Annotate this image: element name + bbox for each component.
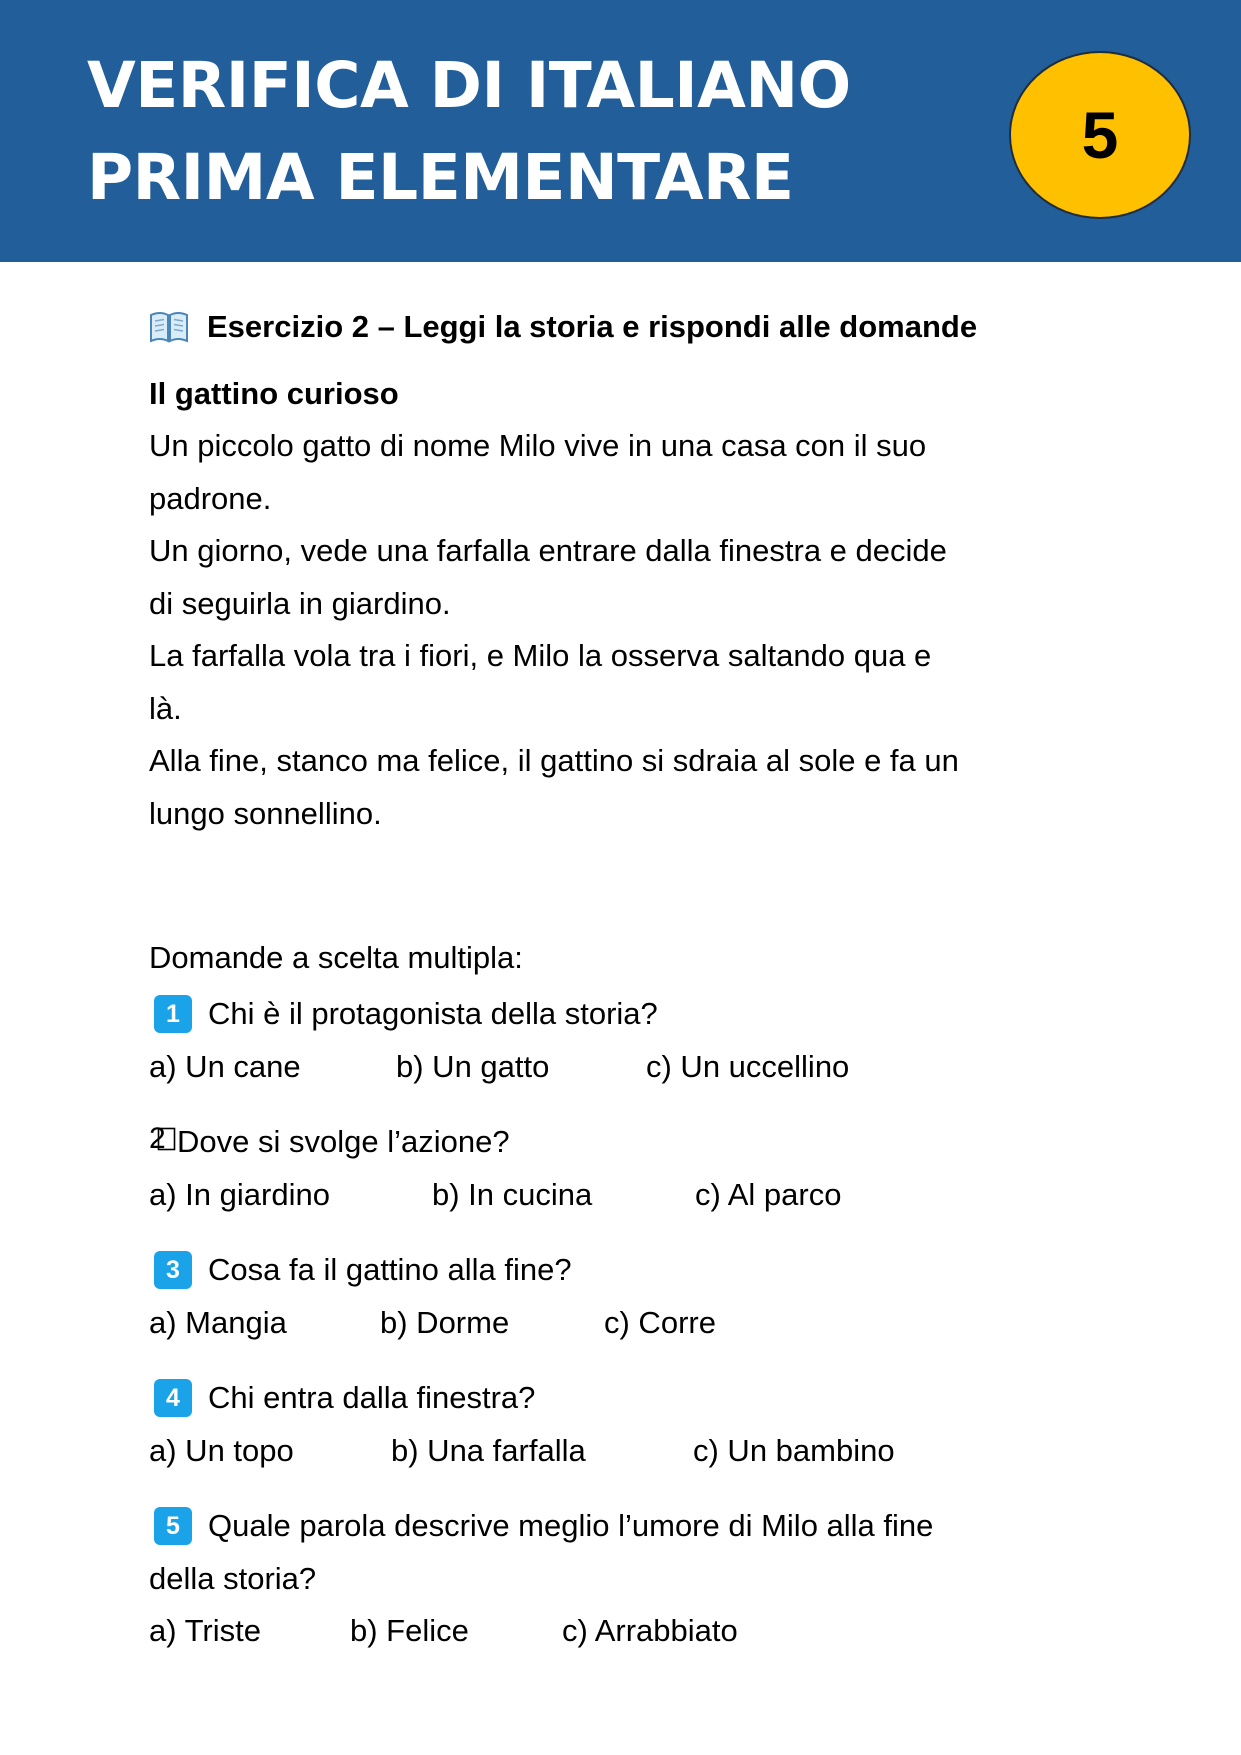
story-line: là. xyxy=(149,690,182,726)
question-text: Quale parola descrive meglio l’umore di Milo alla fine xyxy=(208,1508,934,1543)
open-book-icon xyxy=(149,310,189,344)
answer-option[interactable]: b) Un gatto xyxy=(396,1049,550,1084)
story-line: Un giorno, vede una farfalla entrare dalla finestra e decide xyxy=(149,533,947,568)
answer-options xyxy=(149,1041,1109,1093)
page-title-line-2: PRIMA ELEMENTARE xyxy=(87,141,794,214)
story-line: Un piccolo gatto di nome Milo vive in una casa con il suo xyxy=(149,428,927,463)
exercise-heading xyxy=(149,300,1109,354)
story-block xyxy=(149,368,1109,840)
page-title-line-1: VERIFICA DI ITALIANO xyxy=(87,49,851,122)
exercise-title: Esercizio 2 – Leggi la storia e rispondi alle domande xyxy=(207,309,978,344)
answer-options xyxy=(149,1605,1109,1657)
answer-option[interactable]: c) Corre xyxy=(604,1305,716,1340)
story-line: La farfalla vola tra i fiori, e Milo la osserva saltando qua e xyxy=(149,638,932,673)
missing-glyph-icon xyxy=(149,1115,177,1169)
question xyxy=(149,1499,1109,1553)
question-block xyxy=(149,987,1109,1093)
keycap-5-icon: 5 xyxy=(154,1507,192,1545)
answer-options xyxy=(149,1425,1109,1477)
answer-option[interactable]: c) Un uccellino xyxy=(646,1049,850,1084)
keycap-1-icon: 1 xyxy=(154,995,192,1033)
answer-option[interactable]: c) Arrabbiato xyxy=(562,1613,738,1648)
answer-option[interactable]: a) Triste xyxy=(149,1613,261,1648)
story-title: Il gattino curioso xyxy=(149,376,399,411)
question xyxy=(149,1115,1109,1169)
answer-option[interactable]: a) Un cane xyxy=(149,1049,301,1084)
story-line: lungo sonnellino. xyxy=(149,795,382,831)
question-text: Chi entra dalla finestra? xyxy=(208,1380,536,1415)
question-text: Dove si svolge l’azione? xyxy=(177,1124,510,1159)
answer-option[interactable]: b) Felice xyxy=(350,1613,469,1648)
answer-options xyxy=(149,1297,1109,1349)
keycap-4-icon: 4 xyxy=(154,1379,192,1417)
question xyxy=(149,1243,1109,1297)
story-line: padrone. xyxy=(149,480,272,516)
multiple-choice-label: Domande a scelta multipla: xyxy=(149,940,523,975)
question-text-continued: della storia? xyxy=(149,1561,317,1596)
header-banner xyxy=(0,0,1241,262)
answer-option[interactable]: b) Dorme xyxy=(380,1305,510,1340)
grade-badge: 5 xyxy=(1009,51,1191,219)
answer-option[interactable]: c) Al parco xyxy=(695,1177,842,1212)
question-block xyxy=(149,1371,1109,1477)
keycap-3-icon: 3 xyxy=(154,1251,192,1289)
story-line: Alla fine, stanco ma felice, il gattino si sdraia al sole e fa un xyxy=(149,743,959,778)
question-block xyxy=(149,1499,1109,1657)
answer-option[interactable]: a) In giardino xyxy=(149,1177,330,1212)
answer-option[interactable]: b) In cucina xyxy=(432,1177,593,1212)
answer-option[interactable]: a) Un topo xyxy=(149,1433,294,1468)
question-text: Chi è il protagonista della storia? xyxy=(208,996,658,1031)
question-block xyxy=(149,1115,1109,1221)
answer-option[interactable]: a) Mangia xyxy=(149,1305,287,1340)
answer-option[interactable]: b) Una farfalla xyxy=(391,1433,586,1468)
question xyxy=(149,987,1109,1041)
worksheet-content xyxy=(149,300,1109,1679)
question xyxy=(149,1371,1109,1425)
question-text: Cosa fa il gattino alla fine? xyxy=(208,1252,572,1287)
answer-option[interactable]: c) Un bambino xyxy=(693,1433,895,1468)
answer-options xyxy=(149,1169,1109,1221)
question-block xyxy=(149,1243,1109,1349)
story-line: di seguirla in giardino. xyxy=(149,585,451,621)
svg-text:2: 2 xyxy=(149,1126,166,1152)
